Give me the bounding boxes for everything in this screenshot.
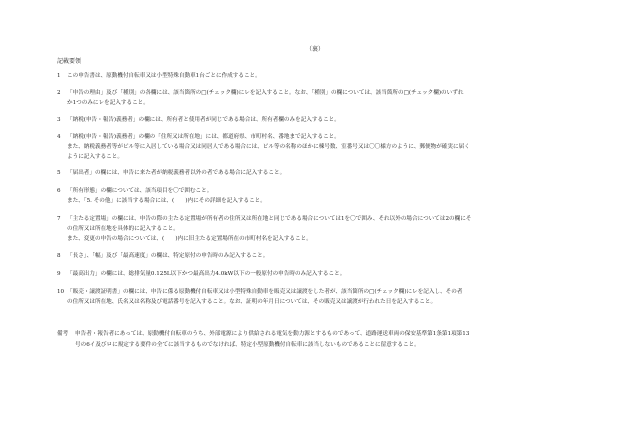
instruction-number: 10 [57,289,65,295]
instruction-line: 「主たる定置場」の欄には、申告の際の主たる定置場が所有者の住所又は所在地と同じである場合については1を〇で囲み、それ以外の場合については2の欄にそ [67,216,472,222]
instructions-heading: 記載要領 [57,58,82,65]
remarks-label: 備考 [57,331,69,337]
instruction-line: の住所又は所在地を具体的に記入すること。 [67,226,179,232]
instruction-line: 「最高出力」の欄には、総排気量0.125L以下かつ最高出力4.0kW以下の一般原付の申告時のみ記入すること。 [67,271,346,277]
remarks-line: 申告者・報告者にあっては、原動機付自転車のうち、外部電源により供給される電気を動力源とするものであって、道路運送車両の保安基準第1条第1項第13 [75,331,470,337]
instruction-number: 4 [57,134,61,140]
instruction-line: また、納税義務者等がビル等に入居している場合又は同居人である場合には、ビル等の名称のほかに棟号数、室番号又は〇〇様方のように、郵便物が確実に届く [67,144,470,150]
instruction-line: 「納税(申告・報告)義務者」の欄には、所有者と使用者が同じである場合は、所有者欄のみを記入すること。 [67,117,340,123]
instruction-item-9 [57,269,577,279]
instruction-line: ように記入すること。 [67,154,123,160]
instruction-item-2 [57,88,577,108]
instruction-item-7 [57,214,577,244]
instruction-line: 「納税(申告・報告)義務者」の欄の「住所又は所在地」には、都道府県、市町村名、番地まで記入すること。 [67,134,340,140]
instruction-line: 「所有形態」の欄については、該当項目を〇で囲むこと。 [67,188,213,194]
remarks-line: 号の6イ及びロに規定する要件の全てに該当するものでなければ、特定小型原動機付自転車に該当しないものであることに留意すること。 [75,342,420,348]
instruction-line: 「長さ」、「幅」及び「最高速度」の欄は、特定原付の申告時のみ記入すること。 [67,253,269,259]
instruction-line: この申告書は、原動機付自転車又は小型特殊自動車1台ごとに作成すること。 [67,73,261,79]
instruction-line: の住所又は所在地、氏名又は名称及び電話番号を記入すること。なお、証明の年月日については、その販売又は譲渡が行われた日を記入すること。 [67,299,437,305]
instruction-number: 7 [57,216,61,222]
instruction-item-4 [57,132,577,162]
instruction-item-10 [57,287,577,307]
instruction-line: か1つのみにレを記入すること。 [67,100,149,106]
instruction-item-6 [57,186,577,206]
page-side-label: （裏） [305,46,324,53]
instruction-number: 1 [57,73,61,79]
instruction-line: また、「5. その他」に該当する場合には、( )内にその詳細を記入すること。 [67,198,266,204]
instruction-line: また、変更の申告の場合については、( )内に旧主たる定置場所在の市町村名を記入すること。 [67,236,312,242]
instruction-item-3 [57,115,577,125]
instruction-number: 5 [57,170,61,176]
instruction-line: 「申告の理由」及び「種別」の各欄には、該当箇所の□(チェック欄)にレを記入すること。なお、「種別」の欄については、該当箇所の□(チェック欄)のいずれ [67,90,464,96]
remarks-note [57,329,577,351]
instruction-number: 2 [57,90,61,96]
instruction-item-1 [57,71,577,81]
instruction-number: 8 [57,253,61,259]
instruction-item-8 [57,251,577,261]
instruction-line: 「販売・譲渡証明書」の欄には、申告に係る原動機付自転車又は小型特殊自動車を販売又は譲渡をした者が、該当箇所の□(チェック欄)にレを記入し、その者 [67,289,463,295]
instruction-number: 9 [57,271,61,277]
instruction-line: 「届出者」の欄には、申告に来た者が納税義務者以外の者である場合に記入すること。 [67,170,286,176]
instruction-item-5 [57,168,577,178]
instruction-number: 3 [57,117,61,123]
instruction-number: 6 [57,188,61,194]
